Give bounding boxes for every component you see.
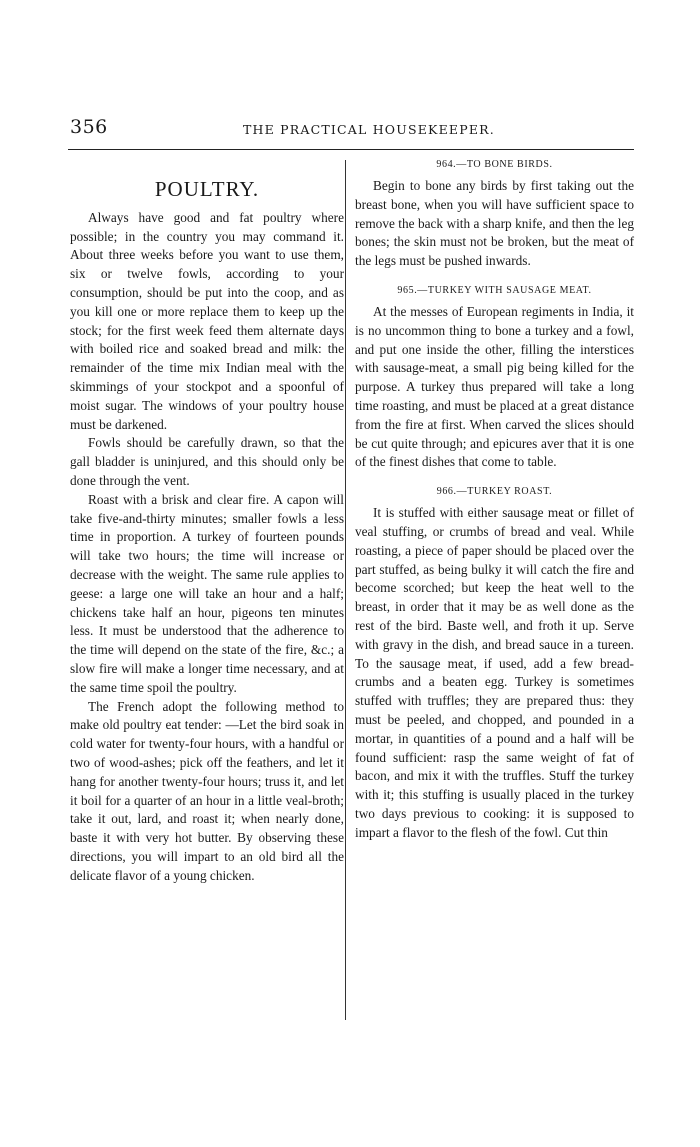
recipe-text-turkey-roast: It is stuffed with either sausage meat or fillet of veal stuffing, or crumbs of bread and veal. While roasting, a piece of paper should be placed over the part stuffed, as being bulky it will catch the fire and become scorched; but keep the heat well to the breast, in order that it may be as well done as the rest of the bird. Baste well, and froth it up. Serve with gravy in the dish, and bread sauce in a tureen. To the sausage meat, if used, add a few bread-crumbs and a beaten egg. Turkey is sometimes stuffed with truffles; they are prepared thus: they must be peeled, and chopped, and pounded in a mortar, in quantities of a pound and a half will be found sufficient: rasp the same weight of fat of bacon, and mix it with the truffles. Stuff the turkey with it; this stuffing is usually placed in the turkey two days previous to cooking: it is supposed to impart a flavor to the flesh of the fowl. Cut thin (355, 505, 634, 840)
recipe-text-bone-birds: Begin to bone any birds by first taking out the breast bone, when you will have sufficient space to remove the back with a sharp knife, and then the leg bones; the skin must not be broken, but the meat of the legs must be pushed inwards. (355, 178, 634, 269)
paragraph-roasting-times: Roast with a brisk and clear fire. A capon will take five-and-thirty minutes; smaller fowls a less time in proportion. A turkey of fourteen pounds will take two hours; the time will increase or decrease with the weight. The same rule applies to geese: a large one will take an hour and a half; chickens take half an hour, pigeons ten minutes less. It must be understood that the adherence to the time will depend on the state of the fire, &c.; a slow fire will make a longer time necessary, and at the same time spoil the poultry. (70, 491, 344, 695)
running-title: THE PRACTICAL HOUSEKEEPER. (243, 122, 495, 137)
recipe-heading-turkey-sausage: 965.—TURKEY WITH SAUSAGE MEAT. (397, 284, 592, 296)
paragraph-drawing-fowls: Fowls should be carefully drawn, so that the gall bladder is uninjured, and this should only be done through the vent. (70, 435, 344, 488)
paragraph-french-method: The French adopt the following method to make old poultry eat tender: —Let the bird soak in cold water for twenty-four hours, with a handful or two of wood-ashes; pick off the feathers, and let it hang for another twenty-four hours; truss it, and let it boil for a quarter of an hour in a little veal-broth; take it out, lard, and roast it; when nearly done, baste it with very hot butter. By observing these directions, you will impart to an old bird all the delicate flavor of a young chicken. (70, 698, 344, 883)
left-column (70, 172, 344, 885)
section-title: POULTRY. (154, 177, 260, 201)
recipe-heading-bone-birds: 964.—TO BONE BIRDS. (436, 159, 553, 170)
right-column (355, 157, 634, 843)
page-number: 356 (70, 116, 108, 138)
header-rule (68, 149, 634, 150)
paragraph-poultry-selection: Always have good and fat poultry where possible; in the country you may command it. About three weeks before you want to use them, six or twelve fowls, according to your consumption, should be put into the coop, and as you kill one or more replace them to keep up the stock; for the first week feed them alternate days with boiled rice and soaked bread and milk: the remainder of the time mix Indian meal with the skimmings of your stockpot and a spoonful of moist sugar. The windows of your poultry house must be darkened. (70, 209, 344, 432)
recipe-heading-turkey-roast: 966.—TURKEY ROAST. (436, 486, 553, 498)
recipe-text-turkey-sausage: At the messes of European regiments in India, it is no uncommon thing to bone a turkey and a fowl, and put one inside the other, filling the interstices with sausage-meat, a small pig being killed for the purpose. A turkey thus prepared will take a long time roasting, and must be placed at a great distance from the fire at first. When carved the slices should be cut quite through; and epicures aver that it is one of the finest dishes that come to table. (355, 303, 634, 470)
column-divider (345, 160, 346, 1020)
